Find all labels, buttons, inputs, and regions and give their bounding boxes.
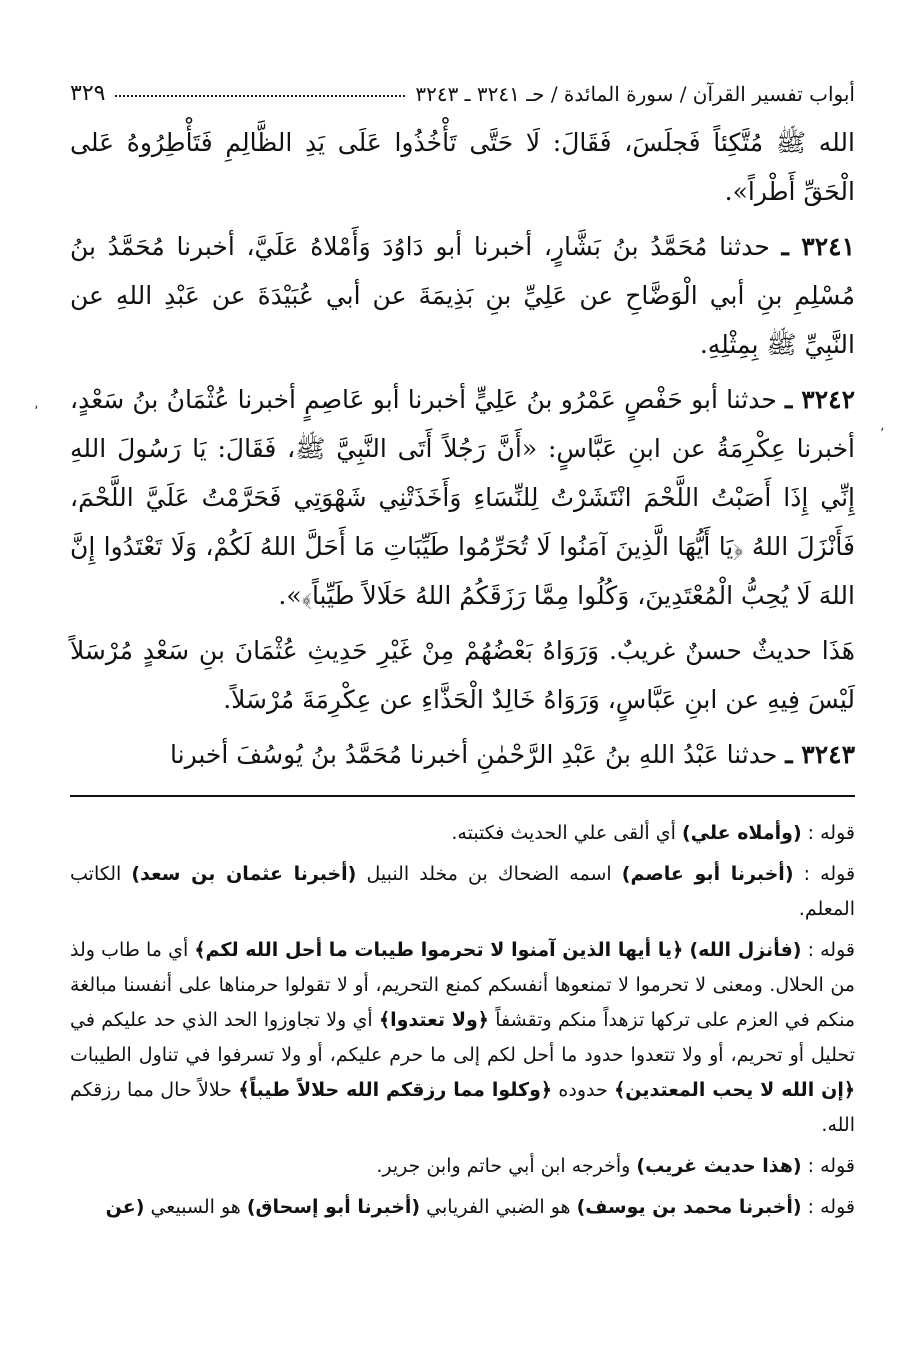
hadith-3242 [70,375,855,620]
hadith-text: حدثنا أبو حَفْصٍ عَمْرُو بنُ عَلِيٍّ أخبرنا أبو عَاصِمٍ أخبرنا عُثْمَانُ بنُ سَعْدٍ، أخبرنا عِكْرِمَةُ عن ابنِ عَبَّاسٍ: «أَنَّ رَجُلاً أَتَى النَّبِيَّ ﷺ، فَقَالَ: يَا رَسُولَ اللهِ إِنِّي إِذَا أَصَبْتُ اللَّحْمَ انْتَشَرْتُ لِلنِّسَاءِ وَأَخَذَتْنِي شَهْوَتِي فَحَرَّمْتُ عَلَيَّ اللَّحْمَ، فَأَنْزَلَ اللهُ ﴿يَا أَيُّهَا الَّذِينَ آمَنُوا لَا تُحَرِّمُوا طَيِّبَاتِ مَا أَحَلَّ اللهُ لَكُمْ، وَلَا تَعْتَدُوا إِنَّ اللهَ لَا يُحِبُّ الْمُعْتَدِينَ، وَكُلُوا مِمَّا رَزَقَكُمُ اللهُ حَلَالاً طَيِّباً﴾». [70,385,855,610]
note-keyword: (أخبرنا أبو عاصم) [621,863,794,885]
footnote-divider [70,795,855,797]
note [70,933,855,1143]
note-quran-quote: ﴿يا أيها الذين آمنوا لا تحرموا طيبات ما أحل الله لكم﴾ [194,939,684,961]
note [70,1190,855,1225]
header-title: أبواب تفسير القرآن / سورة المائدة / حـ ٣٢٤١ ـ ٣٢٤٣ [415,82,855,106]
commentary-notes [70,816,855,1231]
note [70,816,855,851]
hadith-3243 [70,730,855,779]
note-text: اسمه الضحاك بن مخلد النبيل [366,863,612,885]
note-prefix: قوله : [807,1196,855,1218]
note-text: حلالاً حال مما رزقكم الله. [70,1079,855,1136]
note [70,1149,855,1184]
note-text: هو السبيعي [150,1196,241,1218]
main-text [70,118,855,785]
margin-mark: ٬ [880,426,885,442]
running-header [70,66,855,106]
hadith-number: ٣٢٤٢ ـ [785,385,855,414]
grading-text: هَذَا حديثٌ حسنٌ غريبٌ. وَرَوَاهُ بَعْضُهُمْ مِنْ غَيْرِ حَدِيثِ عُثْمَانَ بنِ سَعْدٍ مُرْسَلاً لَيْسَ فِيهِ عن ابنِ عَبَّاسٍ، وَرَوَاهُ خَالِدٌ الْحَذَّاءِ عن عِكْرِمَةَ مُرْسَلاً. [70,636,855,714]
hadith-text: حدثنا مُحَمَّدُ بنُ بَشَّارٍ، أخبرنا أبو دَاوُدَ وَأَمْلاهُ عَلَيَّ، أخبرنا مُحَمَّدُ بنُ مُسْلِمِ بنِ أبي الْوَضَّاحِ عن عَلِيِّ بنِ بَذِيمَةَ عن أبي عُبَيْدَةَ عن عَبْدِ اللهِ عن النَّبِيِّ ﷺ بِمِثْلِهِ. [70,232,855,359]
note-prefix: قوله : [807,822,855,844]
paragraph-continued [70,118,855,216]
hadith-number: ٣٢٤١ ـ [781,232,855,261]
note-keyword: (أخبرنا أبو إسحاق) [246,1196,421,1218]
note-prefix: قوله : [807,1155,855,1177]
note-prefix: قوله : [807,939,855,961]
page-number: ٣٢٩ [70,81,106,106]
note-text: أي ولا تجاوزوا الحد الذي حد عليكم في تحليل أو تحريم، أو ولا تتعدوا حدود ما أحل لكم إلى ما حرم عليكم، أو ولا تسرفوا في تناول الطيبات [70,1009,855,1066]
paragraph-text: الله ﷺ مُتَّكِئاً فَجلَسَ، فَقَالَ: لَا حَتَّى تَأْخُذُوا عَلَى يَدِ الظَّالِمِ فَتَأْطِرُوهُ عَلى الْحَقِّ أَطْراً». [70,128,855,206]
note-keyword: (هذا حديث غريب) [636,1155,802,1177]
hadith-text: حدثنا عَبْدُ اللهِ بنُ عَبْدِ الرَّحْمٰنِ أخبرنا مُحَمَّدُ بنُ يُوسُفَ أخبرنا [170,740,778,769]
note-keyword: (عن [105,1196,145,1218]
note-keyword: (وأملاه علي) [681,822,802,844]
note-text: أي ألقى علي الحديث فكتبته. [451,822,676,844]
grading-paragraph [70,626,855,724]
note-quran-quote: ﴿وكلوا مما رزقكم الله حلالاً طيباً﴾ [238,1079,553,1101]
note-text: حدوده [558,1079,608,1101]
note-text: هو الضبي الفريابي [426,1196,571,1218]
margin-mark: ٬ [34,404,39,420]
note-quran-quote: ﴿إن الله لا يحب المعتدين﴾ [614,1079,856,1101]
note [70,857,855,927]
note-text: أي ما طاب ولذ من الحلال. ومعنى لا تحرموا لا تمنعوها أنفسكم كمنع التحريم، أو لا تقولوا حرمناها على أنفسنا مبالغة منكم في العزم على تركها تزهداً منكم وتقشفاً [70,939,855,1031]
note-text: الكاتب المعلم. [70,863,855,920]
note-quran-quote: ﴿ولا تعتدوا﴾ [378,1009,489,1031]
note-keyword: (فأنزل الله) [689,939,802,961]
note-text: وأخرجه ابن أبي حاتم وابن جرير. [376,1155,631,1177]
note-keyword: (أخبرنا محمد بن يوسف) [576,1196,802,1218]
header-leader-dots [115,95,405,97]
hadith-number: ٣٢٤٣ ـ [785,740,855,769]
note-keyword: (أخبرنا عثمان بن سعد) [131,863,357,885]
note-prefix: قوله : [803,863,856,885]
hadith-3241 [70,222,855,369]
